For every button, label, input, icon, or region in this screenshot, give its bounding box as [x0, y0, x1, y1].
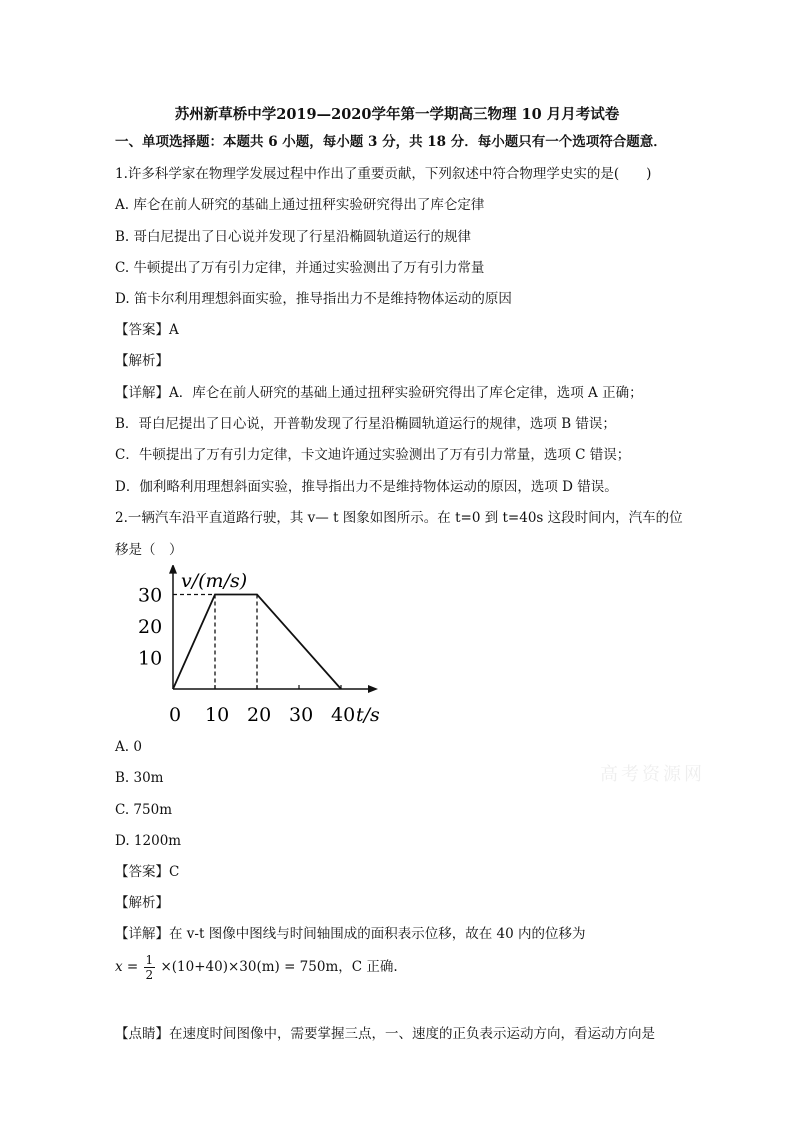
- section-heading: 一、单项选择题：本题共 6 小题，每小题 3 分，共 18 分．每小题只有一个选项符合题意．: [115, 134, 667, 150]
- watermark: 高考资源网: [600, 764, 705, 785]
- question-1-option-d: D. 笛卡尔利用理想斜面实验，推导指出力不是维持物体运动的原因: [115, 291, 512, 307]
- question-2-option-b: B. 30m: [115, 770, 164, 786]
- question-2-stem: 2.一辆汽车沿平直道路行驶，其 v— t 图象如图所示。在 t=0 到 t=40s 这段时间内，汽车的位: [115, 510, 683, 526]
- question-1-detail-d: D．伽利略利用理想斜面实验，推导指出力不是维持物体运动的原因，选项 D 错误。: [115, 479, 618, 495]
- question-2-answer: 【答案】C: [115, 864, 180, 880]
- question-2-stem-cont: 移是（ ）: [115, 542, 183, 558]
- question-1-option-a: A. 库仑在前人研究的基础上通过扭秤实验研究得出了库仑定律: [115, 197, 485, 213]
- x-tick-label: 40: [331, 704, 356, 725]
- question-1-detail-c: C．牛顿提出了万有引力定律，卡文迪许通过实验测出了万有引力常量，选项 C 错误；: [115, 447, 631, 463]
- question-2-formula: [115, 952, 398, 982]
- x-tick-label: 0: [169, 704, 182, 725]
- question-2-tip: 【点睛】在速度时间图像中，需要掌握三点，一、速度的正负表示运动方向，看运动方向是: [115, 1026, 655, 1042]
- question-1-detail-b: B．哥白尼提出了日心说，开普勒发现了行星沿椭圆轨道运行的规律，选项 B 错误；: [115, 416, 616, 432]
- question-2-detail: 【详解】在 v-t 图像中图线与时间轴围成的面积表示位移，故在 40 内的位移为: [115, 926, 586, 942]
- formula-fraction: [144, 953, 156, 982]
- x-tick-label: 30: [289, 704, 314, 725]
- question-1-answer: 【答案】A: [115, 322, 179, 338]
- y-tick-label: 30: [138, 584, 163, 607]
- x-axis-arrow: [368, 685, 378, 693]
- page-title: 苏州新草桥中学2019—2020学年第一学期高三物理 10 月月考试卷: [174, 106, 620, 123]
- y-axis-label: v/(m/s): [181, 570, 248, 592]
- y-axis-arrow: [169, 565, 177, 574]
- x-tick-label: 20: [247, 704, 272, 725]
- question-1-analysis: 【解析】: [115, 353, 169, 369]
- formula-rhs: ×(10+40)×30(m) = 750m，C 正确.: [160, 959, 398, 975]
- x-tick-label: 10: [205, 704, 230, 725]
- velocity-time-chart: [120, 565, 390, 725]
- x-axis-label: t/s: [356, 704, 380, 725]
- question-2-option-c: C. 750m: [115, 802, 172, 818]
- question-1-option-b: B. 哥白尼提出了日心说并发现了行星沿椭圆轨道运行的规律: [115, 229, 472, 245]
- fraction-numerator: 1: [145, 953, 154, 967]
- y-tick-label: 20: [138, 616, 163, 638]
- question-2-option-d: D. 1200m: [115, 833, 182, 849]
- fraction-denominator: 2: [145, 968, 154, 982]
- formula-lhs: x =: [115, 959, 139, 975]
- question-1-option-c: C. 牛顿提出了万有引力定律，并通过实验测出了万有引力常量: [115, 260, 485, 276]
- question-2-option-a: A. 0: [115, 739, 142, 755]
- y-tick-label: 10: [138, 647, 163, 670]
- question-1-stem: 1.许多科学家在物理学发展过程中作出了重要贡献，下列叙述中符合物理学史实的是( ): [115, 166, 652, 182]
- question-2-analysis: 【解析】: [115, 895, 169, 911]
- question-1-detail-a: 【详解】A．库仑在前人研究的基础上通过扭秤实验研究得出了库仑定律，选项 A 正确；: [115, 385, 643, 401]
